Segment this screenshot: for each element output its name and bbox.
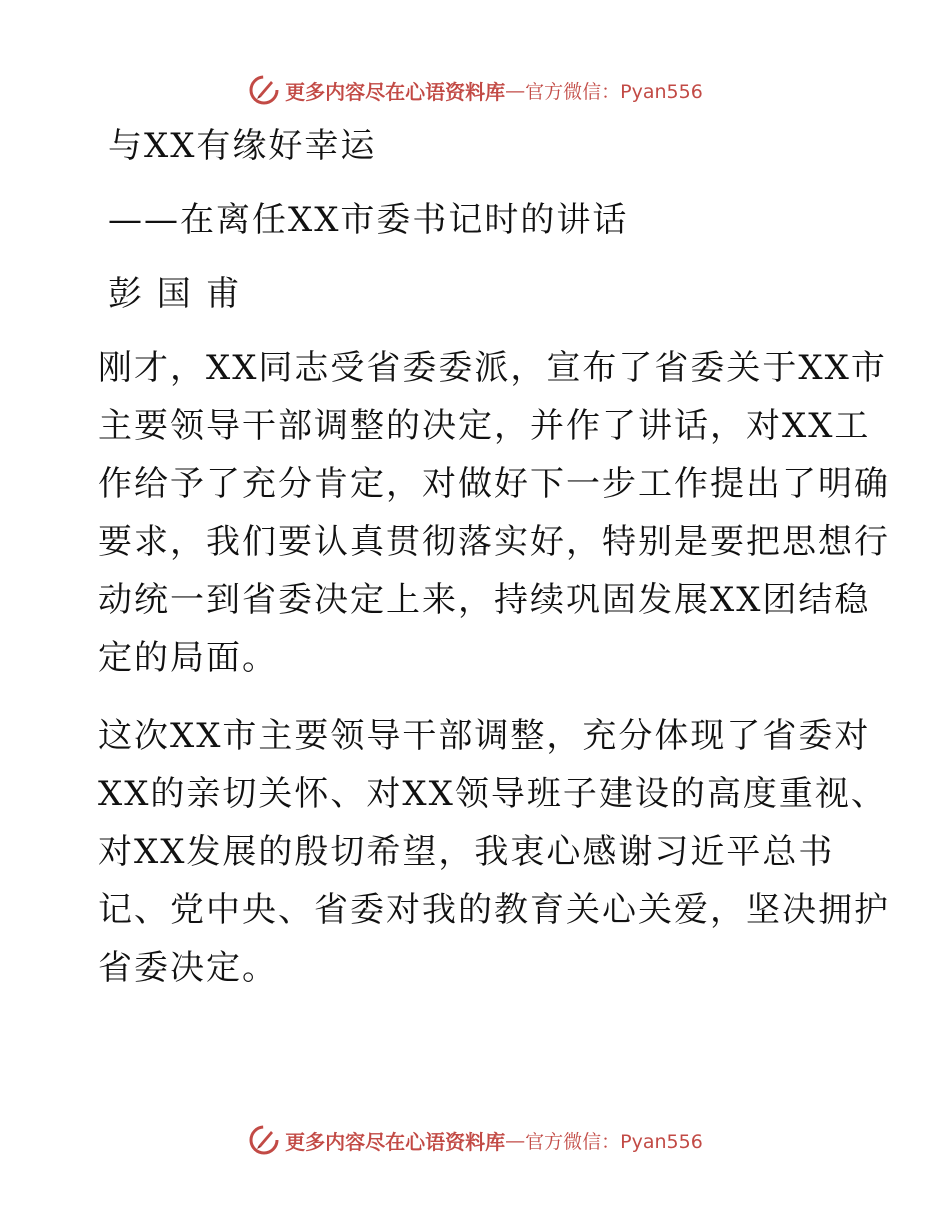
banner-separator: — xyxy=(505,78,526,102)
banner-main-text: 更多内容尽在心语资料库 xyxy=(285,79,506,104)
paragraph-line: 这次XX市主要领导干部调整，充分体现了省委对 xyxy=(98,716,871,756)
banner-separator: — xyxy=(505,1128,526,1152)
header-banner xyxy=(0,70,950,110)
footer-banner xyxy=(0,1120,950,1160)
paragraph-line: 刚才，XX同志受省委委派，宣布了省委关于XX市 xyxy=(98,348,887,388)
paragraph-line: 省委决定。 xyxy=(98,948,278,988)
banner-contact-text: 官方微信：Pyan556 xyxy=(525,80,703,103)
document-title: 与XX有缘好幸运 xyxy=(108,126,377,166)
paragraph-line: 记、党中央、省委对我的教育关心关爱，坚决拥护 xyxy=(98,890,890,930)
paragraph-line: XX的亲切关怀、对XX领导班子建设的高度重视、 xyxy=(98,774,887,814)
document-subtitle: ——在离任XX市委书记时的讲话 xyxy=(108,200,629,240)
paragraph-line: 动统一到省委决定上来，持续巩固发展XX团结稳 xyxy=(98,580,871,620)
paragraph-line: 主要领导干部调整的决定，并作了讲话，对XX工 xyxy=(98,406,871,446)
paragraph-line: 作给予了充分肯定，对做好下一步工作提出了明确 xyxy=(98,464,890,504)
pen-nib-swirl-icon xyxy=(247,73,281,107)
paragraph-line: 对XX发展的殷切希望，我衷心感谢习近平总书 xyxy=(98,832,835,872)
banner-main-text: 更多内容尽在心语资料库 xyxy=(285,1129,506,1154)
document-author: 彭 国 甫 xyxy=(108,274,242,314)
pen-nib-swirl-icon xyxy=(247,1123,281,1157)
paragraph-line: 定的局面。 xyxy=(98,638,278,678)
paragraph-line: 要求，我们要认真贯彻落实好，特别是要把思想行 xyxy=(98,522,890,562)
banner-contact-text: 官方微信：Pyan556 xyxy=(525,1130,703,1153)
